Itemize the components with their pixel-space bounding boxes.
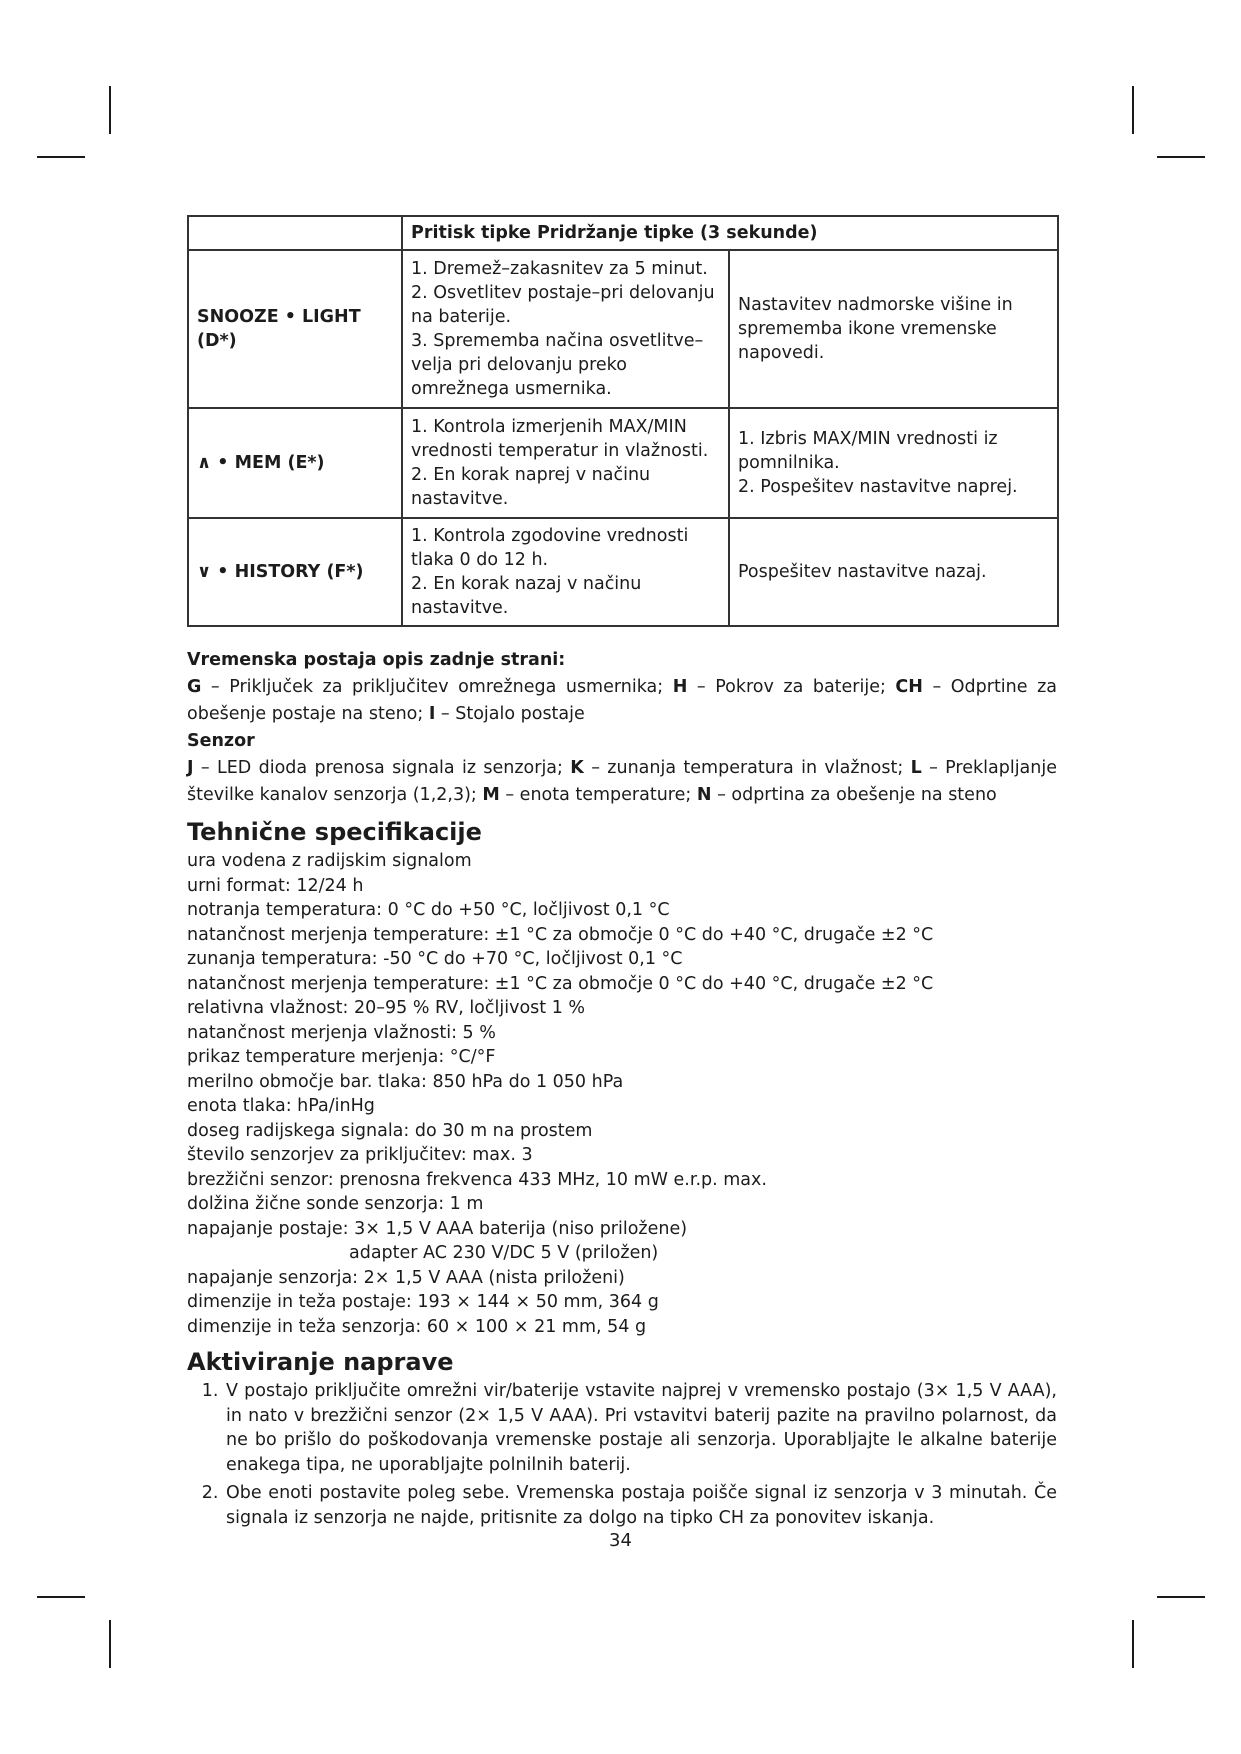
- hold-function: [729, 408, 1058, 518]
- back-desc: – Priključek za priključitev omrežnega usmernika;: [201, 677, 673, 697]
- sensor-heading: Senzor: [187, 731, 255, 751]
- press-line: 1. Kontrola zgodovine vrednosti tlaka 0 do 12 h.: [411, 526, 689, 570]
- spec-line: natančnost merjenja temperature: ±1 °C za območje 0 °C do +40 °C, drugače ±2 °C: [187, 973, 934, 994]
- table-header-text: Pritisk tipke Pridržanje tipke (3 sekunde): [402, 216, 1058, 250]
- table-row: [188, 408, 1058, 518]
- spec-line: enota tlaka: hPa/inHg: [187, 1096, 375, 1116]
- crop-mark-bottom-left-vertical: [109, 1620, 111, 1668]
- sensor-key: L: [910, 758, 922, 778]
- crop-mark-top-left-horizontal: [37, 156, 85, 158]
- table-row: [188, 250, 1058, 408]
- crop-mark-top-right-vertical: [1132, 86, 1134, 134]
- spec-line: dimenzije in teža senzorja: 60 × 100 × 21 mm, 54 g: [187, 1316, 647, 1337]
- press-line: 2. Osvetlitev postaje–pri delovanju na baterije.: [411, 283, 715, 327]
- specs-list: [187, 849, 1057, 1339]
- crop-mark-bottom-left-horizontal: [37, 1596, 85, 1598]
- press-line: 3. Sprememba načina osvetlitve–velja pri delovanju preko omrežnega usmernika.: [411, 331, 704, 399]
- press-function: [402, 408, 729, 518]
- sensor-desc: – zunanja temperatura in vlažnost;: [583, 758, 911, 778]
- spec-line: urni format: 12/24 h: [187, 875, 364, 896]
- back-key: H: [672, 677, 688, 697]
- hold-function: [729, 518, 1058, 626]
- press-line: 1. Kontrola izmerjenih MAX/MIN vrednosti temperatur in vlažnosti.: [411, 417, 709, 461]
- spec-line: natančnost merjenja temperature: ±1 °C za območje 0 °C do +40 °C, drugače ±2 °C: [187, 924, 934, 945]
- sensor-key: M: [482, 785, 500, 805]
- key-label: ∧ • MEM (E*): [188, 408, 402, 518]
- back-side-heading: Vremenska postaja opis zadnje strani:: [187, 650, 566, 670]
- spec-line: doseg radijskega signala: do 30 m na prostem: [187, 1120, 593, 1141]
- activation-step: 1. V postajo priključite omrežni vir/baterije vstavite najprej v vremensko postajo (3× 1,5 V AAA), in nato v brezžični senzor (2× 1,5 V AAA). Pri vstavitvi baterij pazite na pravilno polarnost, da ne bo prišlo do poškodovanja vremenske postaje ali senzorja. Uporabljajte le alkalne baterije enakega tipa, ne uporabljajte polnilnih baterij.: [224, 1379, 1057, 1477]
- press-function: [402, 250, 729, 408]
- sensor-desc: – Preklapljanje številke kanalov senzorja (1,2,3);: [187, 758, 1058, 805]
- spec-line: število senzorjev za priključitev: max. 3: [187, 1145, 533, 1165]
- spec-line: dimenzije in teža postaje: 193 × 144 × 50 mm, 364 g: [187, 1292, 659, 1312]
- sensor-key: J: [187, 758, 194, 778]
- hold-line: Pospešitev nastavitve nazaj.: [738, 562, 987, 582]
- activation-title: Aktiviranje naprave: [187, 1348, 454, 1376]
- key-label: ∨ • HISTORY (F*): [188, 518, 402, 626]
- back-key: G: [187, 677, 202, 697]
- hold-line: Nastavitev nadmorske višine in sprememba ikone vremenske napovedi.: [738, 295, 1013, 363]
- press-line: 2. En korak nazaj v načinu nastavitve.: [411, 574, 642, 618]
- key-label: SNOOZE • LIGHT (D*): [188, 250, 402, 408]
- spec-line: brezžični senzor: prenosna frekvenca 433 MHz, 10 mW e.r.p. max.: [187, 1169, 767, 1190]
- back-desc: – Odprtine za obešenje postaje na steno;: [187, 677, 1057, 724]
- spec-line-indented: adapter AC 230 V/DC 5 V (priložen): [349, 1243, 659, 1263]
- spec-line: prikaz temperature merjenja: °C/°F: [187, 1047, 496, 1067]
- spec-line: napajanje postaje: 3× 1,5 V AAA baterija (niso priložene): [187, 1218, 688, 1239]
- hold-line: 1. Izbris MAX/MIN vrednosti iz pomnilnika.: [738, 429, 998, 473]
- back-side-description: [187, 647, 1057, 809]
- spec-line: zunanja temperatura: -50 °C do +70 °C, ločljivost 0,1 °C: [187, 949, 683, 969]
- spec-line: napajanje senzorja: 2× 1,5 V AAA (nista priloženi): [187, 1267, 625, 1288]
- sensor-key: K: [570, 758, 584, 778]
- table-header-row: [188, 216, 1058, 250]
- back-key: CH: [895, 677, 923, 697]
- back-key: I: [428, 704, 436, 724]
- page-content: [187, 215, 1057, 1534]
- sensor-desc: – LED dioda prenosa signala iz senzorja;: [193, 758, 571, 778]
- back-desc: – Stojalo postaje: [435, 704, 585, 724]
- back-side-text: [187, 674, 1057, 728]
- press-line: 2. En korak naprej v načinu nastavitve.: [411, 465, 651, 509]
- sensor-key: N: [696, 785, 712, 805]
- table-header-empty: [188, 216, 402, 250]
- crop-mark-top-right-horizontal: [1157, 156, 1205, 158]
- table-row: [188, 518, 1058, 626]
- activation-step: 2. Obe enoti postavite poleg sebe. Vremenska postaja poišče signal iz senzorja v 3 minutah. Če signala iz senzorja ne najde, pritisnite za dolgo na tipko CH za ponovitev iskanja.: [224, 1481, 1057, 1530]
- crop-mark-top-left-vertical: [109, 86, 111, 134]
- sensor-desc: – enota temperature;: [499, 785, 697, 805]
- press-line: 1. Dremež–zakasnitev za 5 minut.: [411, 259, 708, 279]
- activation-steps: [187, 1379, 1057, 1530]
- page-number: 34: [609, 1530, 632, 1551]
- spec-line: merilno območje bar. tlaka: 850 hPa do 1 050 hPa: [187, 1071, 624, 1092]
- spec-line: notranja temperatura: 0 °C do +50 °C, ločljivost 0,1 °C: [187, 900, 670, 920]
- back-desc: – Pokrov za baterije;: [687, 677, 896, 697]
- sensor-text: [187, 755, 1057, 809]
- spec-line: natančnost merjenja vlažnosti: 5 %: [187, 1022, 496, 1043]
- spec-line: dolžina žične sonde senzorja: 1 m: [187, 1194, 484, 1214]
- crop-mark-bottom-right-horizontal: [1157, 1596, 1205, 1598]
- spec-line: relativna vlažnost: 20–95 % RV, ločljivost 1 %: [187, 998, 586, 1018]
- hold-line: 2. Pospešitev nastavitve naprej.: [738, 477, 1018, 497]
- sensor-desc: – odprtina za obešenje na steno: [711, 785, 997, 805]
- press-function: [402, 518, 729, 626]
- spec-line: ura vodena z radijskim signalom: [187, 851, 472, 871]
- crop-mark-bottom-right-vertical: [1132, 1620, 1134, 1668]
- hold-function: [729, 250, 1058, 408]
- button-function-table: [187, 215, 1059, 627]
- specs-title: Tehnične specifikacije: [187, 818, 482, 846]
